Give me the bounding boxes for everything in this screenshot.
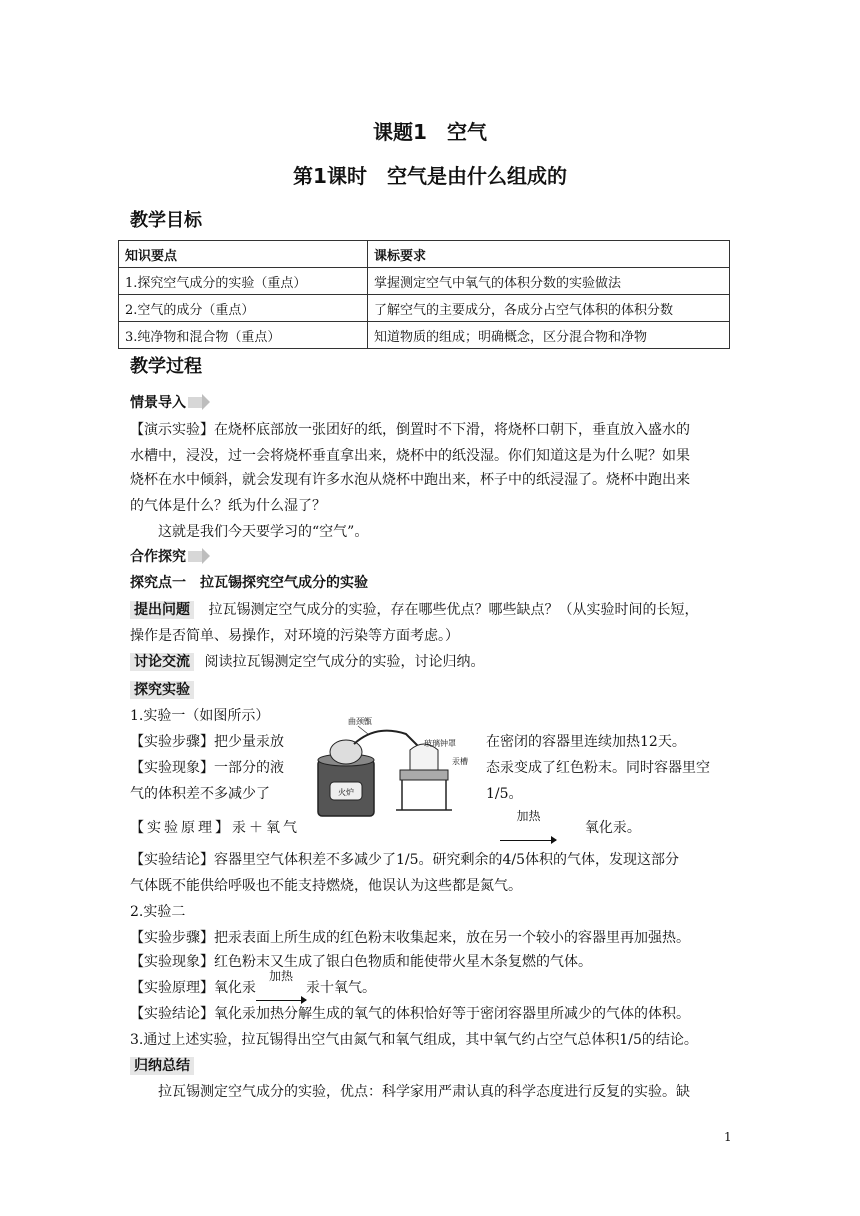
figure-retort-label: 曲颈甑	[348, 717, 372, 726]
summary-tag-line	[130, 1054, 730, 1078]
reaction-arrow	[500, 809, 556, 841]
question-text: 拉瓦锡测定空气成分的实验，存在哪些优点？哪些缺点？（从实验时间的长短，	[208, 602, 699, 618]
table-row	[119, 295, 730, 322]
exp1-vol-right: 1/5。	[486, 786, 523, 802]
exp1-phen-left: 【实验现象】一部分的液	[130, 760, 284, 776]
exp2-steps: 【实验步骤】把汞表面上所生成的红色粉末收集起来，放在另一个较小的容器里再加强热。	[130, 930, 690, 946]
exp1-title: 1.实验一（如图所示）	[130, 708, 270, 724]
question-tag: 提出问题	[130, 601, 194, 619]
exp1-principle	[130, 809, 730, 841]
table-cell: 了解空气的主要成分，各成分占空气体积的体积分数	[368, 295, 730, 322]
intro-closing: 这就是我们今天要学习的“空气”。	[158, 524, 369, 540]
coop-heading	[130, 546, 204, 568]
process-heading: 教学过程	[130, 356, 202, 377]
exp2-principle	[130, 969, 730, 1001]
arrow-right-icon	[188, 551, 204, 562]
exp2-principle-label: 【实验原理】氧化汞	[130, 980, 256, 996]
intro-line: 水槽中，浸没，过一会将烧杯垂直拿出来，烧杯中的纸没湿。你们知道这是为什么呢？如果	[130, 448, 690, 464]
exp1-phen-right: 态汞变成了红色粉末。同时容器里空	[486, 760, 710, 776]
summary-line: 3.通过上述实验，拉瓦锡得出空气由氮气和氧气组成，其中氧气约占空气总体积1/5的结论。	[130, 1032, 698, 1048]
reaction-arrow	[256, 969, 306, 1001]
explore-line	[130, 678, 730, 702]
intro-heading	[130, 392, 204, 414]
question-line	[130, 598, 730, 622]
lavoisier-apparatus-figure	[306, 714, 476, 824]
figure-bell-jar-label: 玻璃钟罩	[424, 739, 456, 748]
exp1-conclusion-1: 【实验结论】容器里空气体积差不多减少了1/5。研究剩余的4/5体积的气体，发现这部分	[130, 852, 680, 868]
lesson-title: 课题1 空气	[373, 120, 487, 144]
table-cell: 1.探究空气成分的实验（重点）	[119, 268, 368, 295]
intro-line: 【演示实验】在烧杯底部放一张团好的纸，倒置时不下滑，将烧杯口朝下，垂直放入盛水的	[130, 422, 690, 438]
table-cell: 3.纯净物和混合物（重点）	[119, 322, 368, 349]
summary-tag: 归纳总结	[130, 1057, 194, 1075]
figure-trough-label: 汞槽	[452, 757, 468, 766]
reaction-condition: 加热	[516, 809, 541, 823]
intro-line: 烧杯在水中倾斜，就会发现有许多水泡从烧杯中跑出来，杯子中的纸浸湿了。烧杯中跑出来	[130, 472, 690, 488]
exp1-steps-right: 在密闭的容器里连续加热12天。	[486, 734, 686, 750]
table-header-cell: 知识要点	[119, 241, 368, 268]
goals-table	[118, 240, 730, 349]
table-header-row	[119, 241, 730, 268]
exp2-phen: 【实验现象】红色粉末又生成了银白色物质和能使带火星木条复燃的气体。	[130, 954, 592, 970]
intro-line: 的气体是什么？纸为什么湿了？	[130, 498, 326, 514]
table-header-cell: 课标要求	[368, 241, 730, 268]
discuss-tag: 讨论交流	[130, 653, 194, 671]
exp2-conclusion: 【实验结论】氧化汞加热分解生成的氧气的体积恰好等于密闭容器里所减少的气体的体积。	[130, 1006, 690, 1022]
discuss-line	[130, 650, 730, 674]
exp1-steps-left: 【实验步骤】把少量汞放	[130, 734, 284, 750]
coop-heading-label: 合作探究	[130, 549, 186, 565]
lesson-subtitle: 第1课时 空气是由什么组成的	[293, 164, 567, 188]
exp1-principle-label: 【实验原理】汞＋氧气	[130, 820, 300, 836]
intro-heading-label: 情景导入	[130, 395, 186, 411]
summary-text: 拉瓦锡测定空气成分的实验，优点：科学家用严肃认真的科学态度进行反复的实验。缺	[158, 1084, 690, 1100]
table-cell: 2.空气的成分（重点）	[119, 295, 368, 322]
exp1-principle-product: 氧化汞。	[584, 820, 641, 836]
exp1-vol-left: 气的体积差不多减少了	[130, 786, 270, 802]
explore-tag: 探究实验	[130, 681, 194, 699]
figure-furnace-label: 火炉	[338, 788, 354, 797]
discuss-text: 阅读拉瓦锡测定空气成分的实验，讨论归纳。	[204, 654, 485, 670]
goals-heading: 教学目标	[130, 210, 202, 231]
table-row	[119, 268, 730, 295]
exp1-conclusion-2: 气体既不能供给呼吸也不能支持燃烧，他误认为这些都是氮气。	[130, 878, 522, 894]
question-line-2: 操作是否简单、易操作，对环境的污染等方面考虑。）	[130, 628, 459, 644]
exp2-title: 2.实验二	[130, 904, 186, 920]
point1-heading: 探究点一 拉瓦锡探究空气成分的实验	[130, 575, 368, 591]
table-cell: 掌握测定空气中氧气的体积分数的实验做法	[368, 268, 730, 295]
table-row	[119, 322, 730, 349]
page-number: 1	[724, 1130, 732, 1144]
reaction-condition: 加热	[268, 969, 293, 983]
table-cell: 知道物质的组成；明确概念，区分混合物和净物	[368, 322, 730, 349]
arrow-right-icon	[188, 397, 204, 408]
exp2-principle-product: 汞十氧气。	[306, 980, 376, 996]
